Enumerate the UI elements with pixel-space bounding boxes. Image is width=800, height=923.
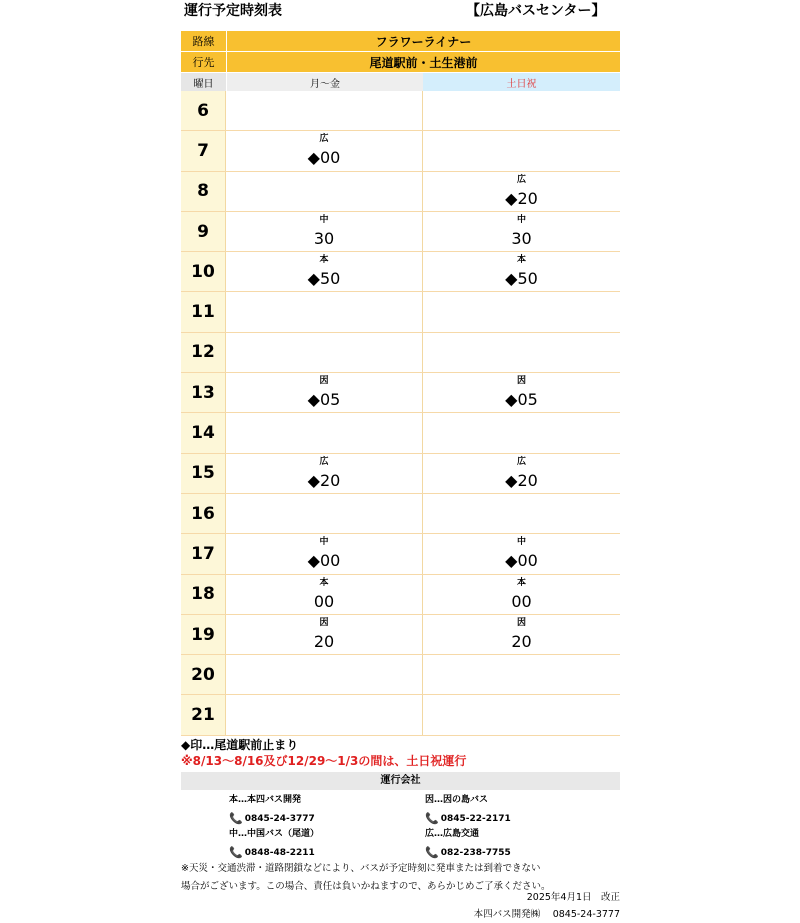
issuer-info: 本四バス開発㈱ 0845-24-3777 (473, 909, 620, 920)
route-name: フラワーライナー (226, 31, 620, 51)
weekday-cell (226, 494, 423, 533)
operator-code: 本 (319, 255, 329, 266)
operator-code: 因 (319, 617, 329, 628)
weekday-cell (226, 534, 423, 573)
hour-row (181, 292, 620, 332)
weekday-cell (226, 292, 423, 331)
hour-row (181, 615, 620, 655)
phone-number: 082-238-7755 (440, 848, 511, 858)
phone-icon: 📞 (425, 812, 439, 825)
departure-minute: 20 (313, 631, 335, 651)
operator-name: 因…因の島バス (425, 795, 489, 805)
departure-minute: ◆05 (307, 390, 341, 410)
weekend-cell (423, 534, 620, 573)
departure-minute: 30 (511, 228, 532, 248)
departure-minute: 00 (313, 591, 335, 611)
stop-name: 【広島バスセンター】 (466, 3, 606, 19)
departure (308, 454, 341, 493)
weekend-cell (423, 172, 620, 211)
departure (511, 575, 531, 614)
hour-row (181, 494, 620, 534)
day-label: 曜日 (181, 73, 226, 91)
departure (308, 252, 341, 291)
departure-minute: ◆20 (307, 470, 341, 490)
hour-row (181, 172, 620, 212)
route-label: 路線 (181, 31, 226, 51)
hour-cell: 17 (181, 534, 226, 573)
operators-grid (181, 790, 620, 858)
departure (505, 454, 538, 493)
day-row (181, 73, 620, 91)
weekday-cell (226, 131, 423, 170)
departure (505, 373, 538, 412)
departure (505, 534, 538, 573)
departure (308, 131, 341, 170)
weekend-cell (423, 373, 620, 412)
operator-innoshima (425, 794, 511, 826)
weekday-cell (226, 373, 423, 412)
hour-cell: 9 (181, 212, 226, 251)
departure-minute: ◆50 (505, 269, 538, 289)
departure (505, 252, 538, 291)
hour-cell: 15 (181, 454, 226, 493)
weekend-cell (423, 454, 620, 493)
departure-minute: 00 (511, 591, 532, 611)
operator-code: 広 (516, 174, 526, 185)
phone-number: 0848-48-2211 (244, 848, 315, 858)
weekday-cell (226, 212, 423, 251)
route-row (181, 31, 620, 52)
hour-cell: 8 (181, 172, 226, 211)
weekend-cell (423, 494, 620, 533)
weekend-cell (423, 615, 620, 654)
hour-row (181, 212, 620, 252)
departure (308, 534, 341, 573)
hour-row (181, 575, 620, 615)
hour-cell: 10 (181, 252, 226, 291)
operator-honshi (229, 794, 315, 826)
weekday-cell (226, 413, 423, 452)
departure-minute: 30 (313, 228, 335, 248)
weekend-cell (423, 413, 620, 452)
weekend-label: 土日祝 (423, 73, 620, 91)
operator-phone (229, 812, 315, 826)
hour-cell: 14 (181, 413, 226, 452)
weekend-cell (423, 212, 620, 251)
departure (511, 615, 531, 654)
operator-hiroshima-kotsu (425, 828, 511, 860)
hour-cell: 18 (181, 575, 226, 614)
departure-minute: ◆00 (307, 551, 341, 571)
phone-icon: 📞 (229, 846, 243, 859)
departure-minute: 20 (511, 631, 532, 651)
revision-date: 2025年4月1日 改正 (526, 892, 620, 903)
departure-minute: ◆20 (505, 188, 538, 208)
operator-code: 広 (319, 456, 329, 467)
operators-heading: 運行会社 (181, 772, 620, 790)
departure (505, 172, 538, 211)
hour-row (181, 655, 620, 695)
destination-name: 尾道駅前・土生港前 (226, 52, 620, 72)
phone-number: 0845-24-3777 (244, 814, 315, 824)
operator-name: 広…広島交通 (425, 829, 480, 839)
hour-cell: 7 (181, 131, 226, 170)
hour-cell: 16 (181, 494, 226, 533)
weekend-cell (423, 131, 620, 170)
weekday-label: 月～金 (226, 73, 423, 91)
weekend-cell (423, 252, 620, 291)
operator-chugoku (229, 828, 319, 860)
departure (511, 212, 531, 251)
hour-row (181, 454, 620, 494)
weekday-cell (226, 655, 423, 694)
destination-label: 行先 (181, 52, 226, 72)
disclaimer-line-1: ※天災・交通渋滞・道路閉鎖などにより、バスが予定時刻に発車または到着できない (181, 863, 541, 874)
operator-code: 中 (319, 537, 329, 548)
departure-minute: ◆05 (505, 390, 538, 410)
weekday-cell (226, 695, 423, 734)
departure-minute: ◆00 (307, 148, 341, 168)
weekend-cell (423, 91, 620, 130)
departure-minute: ◆50 (307, 269, 341, 289)
operator-phone (229, 846, 319, 860)
departure (314, 575, 334, 614)
hour-cell: 19 (181, 615, 226, 654)
weekday-cell (226, 252, 423, 291)
phone-icon: 📞 (425, 846, 439, 859)
operator-code: 因 (516, 617, 526, 628)
phone-icon: 📞 (229, 812, 243, 825)
weekend-cell (423, 655, 620, 694)
operator-phone (425, 812, 511, 826)
departure (308, 373, 341, 412)
hour-row (181, 131, 620, 171)
destination-row (181, 52, 620, 73)
operator-code: 本 (319, 577, 329, 588)
weekday-cell (226, 454, 423, 493)
operator-code: 中 (319, 214, 329, 225)
hour-cell: 21 (181, 695, 226, 734)
hour-row (181, 534, 620, 574)
operator-code: 本 (516, 255, 526, 266)
disclaimer-line-2: 場合がございます。この場合、責任は負いかねますので、あらかじめご了承ください。 (181, 881, 551, 892)
notes-section (181, 737, 620, 896)
weekday-cell (226, 615, 423, 654)
departure (314, 212, 334, 251)
hour-row (181, 91, 620, 131)
operator-code: 広 (319, 134, 329, 145)
hour-cell: 6 (181, 91, 226, 130)
hour-cell: 11 (181, 292, 226, 331)
operator-code: 本 (516, 577, 526, 588)
phone-number: 0845-22-2171 (440, 814, 511, 824)
operator-code: 広 (516, 456, 526, 467)
holiday-note: ※8/13～8/16及び12/29～1/3の間は、土日祝運行 (181, 754, 467, 768)
diamond-note: ◆印…尾道駅前止まり (181, 738, 299, 752)
operator-name: 本…本四バス開発 (229, 795, 302, 805)
weekend-cell (423, 333, 620, 372)
hour-cell: 13 (181, 373, 226, 412)
page-title: 運行予定時刻表 (184, 3, 282, 19)
departure-minute: ◆00 (505, 551, 538, 571)
operator-code: 因 (319, 376, 329, 387)
hour-row (181, 333, 620, 373)
operator-phone (425, 846, 511, 860)
operator-code: 因 (516, 376, 526, 387)
weekday-cell (226, 333, 423, 372)
weekday-cell (226, 91, 423, 130)
hour-rows (181, 91, 620, 736)
departure (314, 615, 334, 654)
hour-cell: 12 (181, 333, 226, 372)
operator-code: 中 (516, 537, 526, 548)
weekend-cell (423, 695, 620, 734)
hour-cell: 20 (181, 655, 226, 694)
hour-row (181, 252, 620, 292)
weekend-cell (423, 292, 620, 331)
hour-row (181, 695, 620, 735)
departure-minute: ◆20 (505, 470, 538, 490)
operator-name: 中…中国バス（尾道） (229, 829, 320, 839)
weekday-cell (226, 172, 423, 211)
hour-row (181, 413, 620, 453)
weekend-cell (423, 575, 620, 614)
timetable (181, 31, 620, 736)
weekday-cell (226, 575, 423, 614)
hour-row (181, 373, 620, 413)
operator-code: 中 (516, 214, 526, 225)
